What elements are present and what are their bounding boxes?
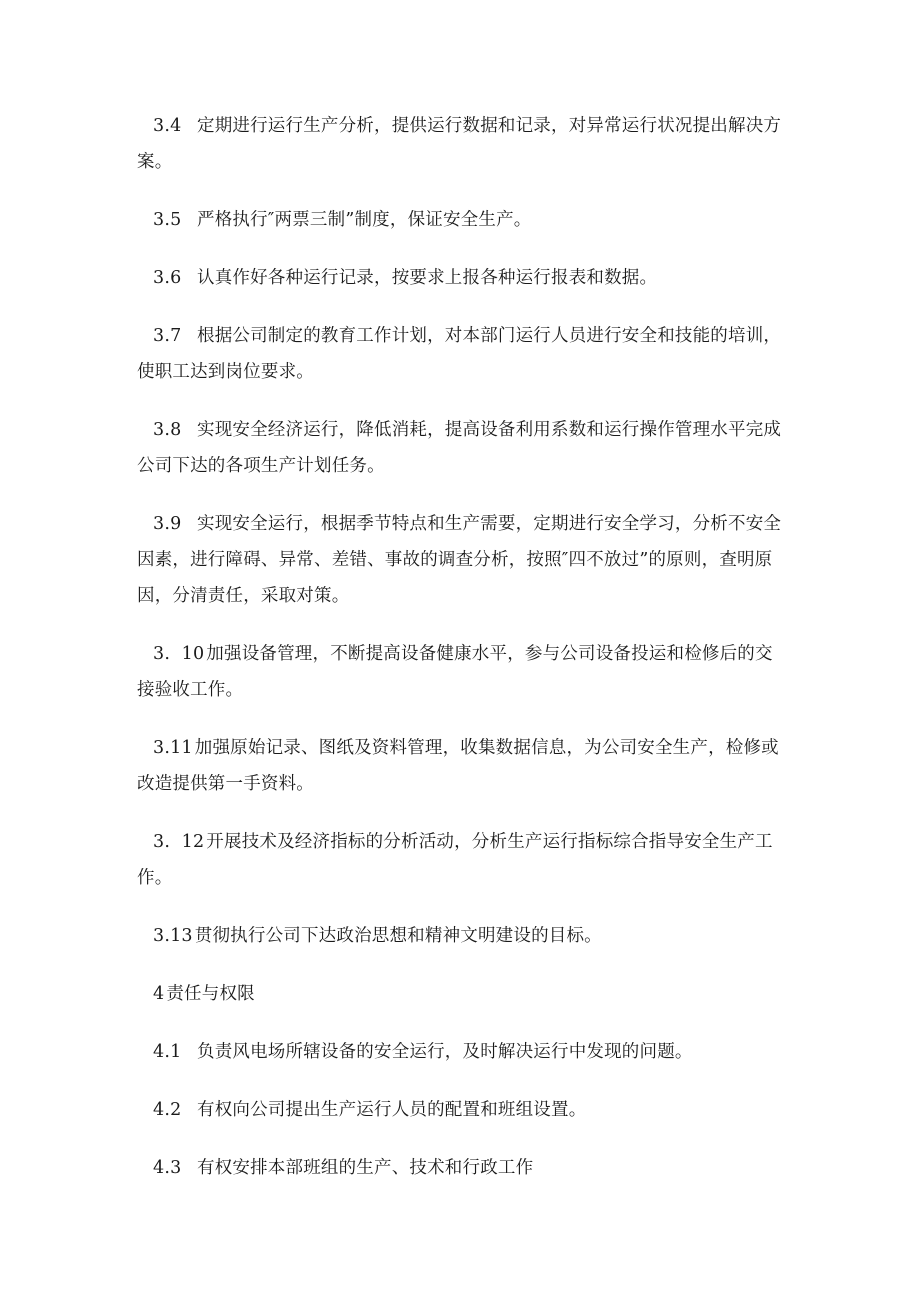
paragraph-number: 3.11 [153, 738, 193, 758]
paragraph-4-1 [137, 1034, 783, 1070]
paragraph-text: 严格执行″两票三制”制度，保证安全生产。 [197, 210, 532, 230]
paragraph-text: 有权向公司提出生产运行人员的配置和班组设置。 [197, 1100, 587, 1120]
paragraph-text: 加强原始记录、图纸及资料管理，收集数据信息，为公司安全生产，检修或改造提供第一手资料。 [137, 738, 779, 794]
paragraph-text: 加强设备管理，不断提高设备健康水平，参与公司设备投运和检修后的交接验收工作。 [137, 644, 773, 700]
paragraph-number: 3.9 [153, 514, 182, 534]
paragraph-text: 实现安全运行，根据季节特点和生产需要，定期进行安全学习，分析不安全因素，进行障碍、异常、差错、事故的调查分析，按照″四不放过”的原则，查明原因，分清责任，采取对策。 [137, 514, 782, 606]
paragraph-4-2 [137, 1092, 783, 1128]
paragraph-3-11 [137, 730, 783, 802]
paragraph-text: 负责风电场所辖设备的安全运行，及时解决运行中发现的问题。 [197, 1042, 693, 1062]
section-number: 4 [153, 984, 165, 1004]
paragraph-number: 3.13 [153, 926, 193, 946]
paragraph-number: 3.7 [153, 326, 182, 346]
paragraph-text: 有权安排本部班组的生产、技术和行政工作 [197, 1158, 534, 1178]
paragraph-3-9 [137, 506, 783, 614]
paragraph-3-7 [137, 318, 783, 390]
paragraph-text: 定期进行运行生产分析，提供运行数据和记录，对异常运行状况提出解决方案。 [137, 116, 782, 172]
paragraph-3-12 [137, 824, 783, 896]
paragraph-number: 4.3 [153, 1158, 182, 1178]
paragraph-3-5 [137, 202, 783, 238]
paragraph-3-6 [137, 260, 783, 296]
paragraph-text: 根据公司制定的教育工作计划，对本部门运行人员进行安全和技能的培训，使职工达到岗位要求。 [137, 326, 782, 382]
paragraph-number: 4.2 [153, 1100, 182, 1120]
paragraph-3-8 [137, 412, 783, 484]
section-heading-4 [137, 976, 783, 1012]
paragraph-4-3 [137, 1150, 783, 1186]
paragraph-text: 认真作好各种运行记录，按要求上报各种运行报表和数据。 [197, 268, 658, 288]
paragraph-text: 实现安全经济运行，降低消耗，提高设备利用系数和运行操作管理水平完成公司下达的各项生产计划任务。 [137, 420, 782, 476]
paragraph-3-10 [137, 636, 783, 708]
paragraph-text: 开展技术及经济指标的分析活动，分析生产运行指标综合指导安全生产工作。 [137, 832, 773, 888]
document-body [137, 108, 783, 1208]
paragraph-3-13 [137, 918, 783, 954]
paragraph-number: 3. 12 [153, 832, 205, 852]
paragraph-text: 贯彻执行公司下达政治思想和精神文明建设的目标。 [194, 926, 602, 946]
paragraph-number: 3.6 [153, 268, 182, 288]
paragraph-number: 3.4 [153, 116, 182, 136]
paragraph-3-4 [137, 108, 783, 180]
paragraph-number: 4.1 [153, 1042, 182, 1062]
section-title: 责任与权限 [166, 984, 255, 1004]
paragraph-number: 3.5 [153, 210, 182, 230]
paragraph-number: 3.8 [153, 420, 182, 440]
paragraph-number: 3. 10 [153, 644, 205, 664]
